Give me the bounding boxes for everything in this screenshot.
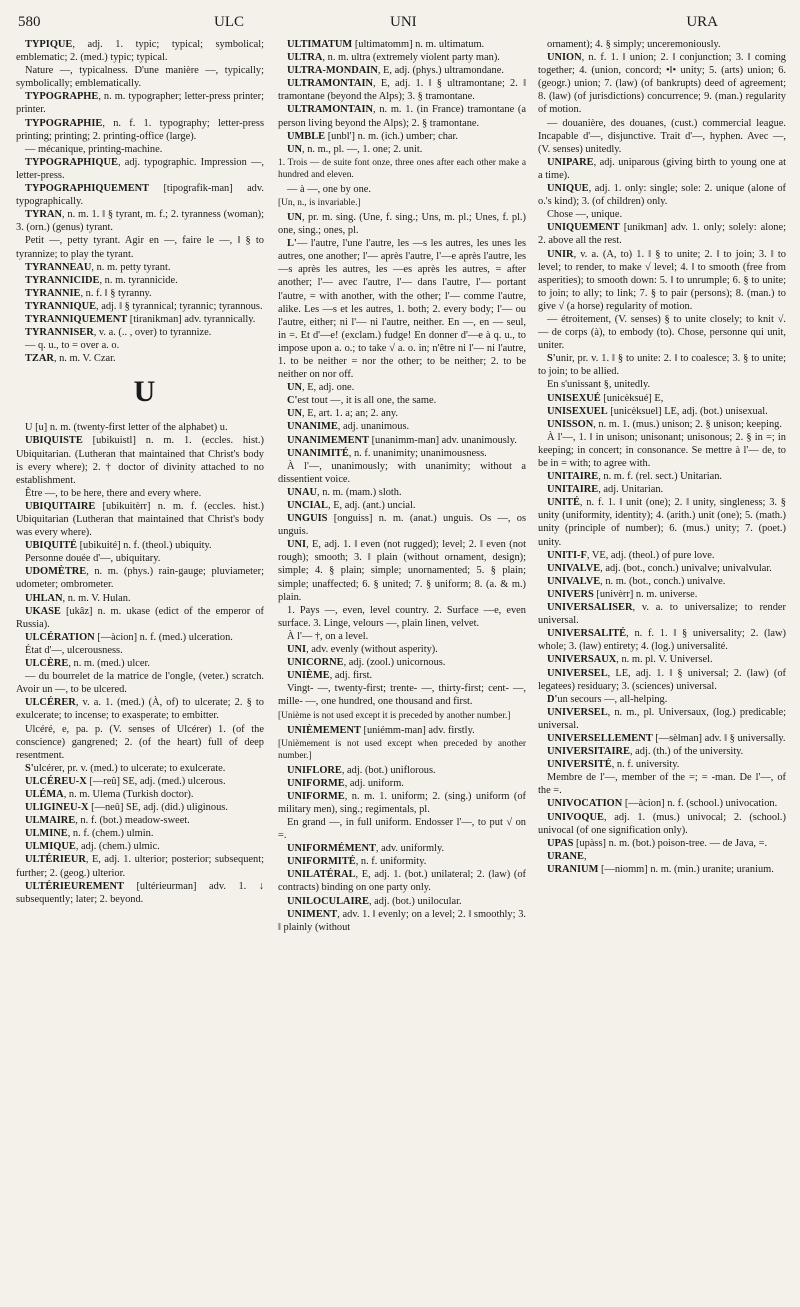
- dictionary-entry: UNIÈME, adj. first.: [287, 670, 373, 682]
- headword: UNIFLORE: [287, 764, 342, 776]
- headword: UPAS: [547, 837, 574, 849]
- dictionary-entry: UNIVERSELLEMENT [—sèlman] adv. ‖ § universally.: [547, 732, 786, 744]
- dictionary-entry: TYPOGRAPHIQUEMENT [tipografik-man] adv. typographically.: [16, 183, 264, 208]
- dictionary-entry: ULTRA-MONDAIN, E, adj. (phys.) ultramondane.: [287, 65, 504, 77]
- guide-word-right: URA: [686, 14, 718, 30]
- dictionary-entry: ornament); 4. § simply; unceremoniously.: [547, 39, 721, 50]
- dictionary-entry: UNCIAL, E, adj. (ant.) uncial.: [287, 500, 416, 511]
- headword: UNI: [287, 539, 307, 551]
- headword: UNIÈME: [287, 670, 330, 682]
- headword: TYRANNISER: [25, 327, 94, 339]
- headword: ULTÉRIEUR: [25, 854, 86, 866]
- dictionary-entry: UNIVERSALISER, v. a. to universalize; to render universal.: [538, 602, 786, 627]
- dictionary-entry: Ulcéré, e, pa. p. (V. senses of Ulcérer) 1. (of the conscience) gangrened; 2. (of the heart) full of deep resentment.: [16, 723, 264, 761]
- dictionary-entry: URANE,: [547, 850, 587, 862]
- dictionary-entry: ULTIMATUM [ultimatomm] n. m. ultimatum.: [287, 39, 485, 50]
- headword: UNIFORME: [287, 790, 345, 802]
- dictionary-entry: UBIQUITAIRE [ubikuitèrr] n. m. f. (eccles. hist.) Ubiquitarian (Lutheran that maintained that Christ's body was every where).: [16, 500, 264, 539]
- headword: UNIQUE: [547, 183, 589, 195]
- headword: ULTRA: [287, 52, 323, 64]
- headword: UNIVOQUE: [547, 811, 604, 823]
- headword: UNICORNE: [287, 657, 344, 669]
- dictionary-entry: UNIFORME, n. m. 1. uniform; 2. (sing.) uniform (of military men), sing.; regimentals, pl.: [278, 790, 526, 815]
- dictionary-entry: UNIVERSAUX, n. m. pl. V. Universel.: [547, 654, 713, 666]
- headword: ULTIMATUM: [287, 39, 353, 50]
- dictionary-entry: — q. u., to = over a. o.: [25, 340, 120, 352]
- headword: UNIFORME: [287, 777, 345, 789]
- headword: UNIQUEMENT: [547, 222, 620, 234]
- dictionary-entry: Petit —, petty tyrant. Agir en —, faire le —, ‖ § to tyrannize; to play the tyrant.: [16, 235, 264, 260]
- headword: UNAU: [287, 486, 318, 498]
- headword: UNILOCULAIRE: [287, 895, 369, 907]
- headword: UNIVERSELLEMENT: [547, 732, 653, 744]
- dictionary-entry: TYRANNIQUEMENT [tiranikman] adv. tyrannically.: [25, 313, 256, 325]
- headword: URANIUM: [547, 863, 599, 875]
- dictionary-entry: ULMIQUE, adj. (chem.) ulmic.: [25, 841, 160, 853]
- dictionary-entry: UMBLE [unbl'] n. m. (ich.) umber; char.: [287, 130, 458, 142]
- dictionary-entry: UNI, adv. evenly (without asperity).: [287, 644, 438, 656]
- headword: TYPOGRAPHE: [25, 91, 99, 103]
- dictionary-entry: U [u] n. m. (twenty-first letter of the alphabet) u.: [25, 422, 228, 434]
- headword: ULTÉRIEUREMENT: [25, 880, 124, 892]
- dictionary-entry: ULTÉRIEUR, E, adj. 1. ulterior; posterior; subsequent; further; 2. (geog.) ulterior.: [16, 854, 264, 879]
- headword: UMBLE: [287, 130, 326, 142]
- dictionary-entry: TZAR, n. m. V. Czar.: [25, 353, 116, 365]
- dictionary-entry: UN, pr. m. sing. (Une, f. sing.; Uns, m. pl.; Unes, f. pl.) one, sing.; ones, pl.: [278, 211, 526, 237]
- headword: ULCÈRE: [25, 658, 69, 670]
- dictionary-entry: ULCÉREU-X [—reû] SE, adj. (med.) ulcerous.: [25, 775, 226, 787]
- headword: UNIVERSALITÉ: [547, 628, 627, 640]
- page-header: [18, 14, 782, 36]
- dictionary-entry: UNIVERSEL, n. m., pl. Universaux, (log.) predicable; universal.: [538, 706, 786, 731]
- headword: ULCÉRATION: [25, 631, 95, 643]
- headword: ULMAIRE: [25, 815, 76, 827]
- headword: ULMIQUE: [25, 841, 76, 853]
- headword: TYRANNIQUEMENT: [25, 313, 128, 325]
- headword: UHLAN: [25, 592, 63, 604]
- dictionary-entry: UNIMENT, adv. 1. ‖ evenly; on a level; 2. ‖ smoothly; 3. ‖ plainly (without: [278, 908, 526, 933]
- headword: UNANIMEMENT: [287, 434, 369, 446]
- dictionary-entry: TYPOGRAPHE, n. m. typographer; letter-press printer; printer.: [16, 91, 264, 116]
- headword: ULIGINEU-X: [25, 802, 89, 814]
- headword: L': [287, 238, 297, 250]
- dictionary-entry: À l'—, unanimously; with unanimity; without a dissentient voice.: [278, 460, 526, 485]
- headword: UNIFORMITÉ: [287, 856, 356, 868]
- dictionary-entry: TYRAN, n. m. 1. ‖ § tyrant, m. f.; 2. tyranness (woman); 3. (orn.) (genus) tyrant.: [16, 209, 264, 234]
- dictionary-entry: 1. Pays —, even, level country. 2. Surface —e, even surface. 3. Linge, velours —, plain linen, velvet.: [278, 604, 526, 629]
- headword: URANE: [547, 850, 584, 862]
- headword: S': [547, 353, 556, 365]
- headword: UNI: [287, 644, 307, 656]
- dictionary-entry: Être —, to be here, there and every where.: [25, 487, 202, 499]
- dictionary-entry: — étroitement, (V. senses) § to unite closely; to knit √. — de corps (à), to embody (to). Chose, personne qui unit, uniter.: [538, 313, 786, 352]
- dictionary-entry: Membre de l'—, member of the =; = -man. De l'—, of the =.: [538, 772, 786, 797]
- headword: UNGUIS: [287, 513, 328, 525]
- headword: UNIVERSALISER: [547, 602, 633, 614]
- dictionary-entry: — du bourrelet de la matrice de l'ongle, (veter.) scratch. Avoir un —, to be ulcered.: [16, 671, 264, 696]
- dictionary-entry: En s'unissant §, unitedly.: [547, 379, 651, 391]
- headword: UNITAIRE: [547, 471, 599, 483]
- headword: ULCÉREU-X: [25, 775, 87, 787]
- headword: S': [25, 762, 34, 774]
- dictionary-entry: ULIGINEU-X [—neû] SE, adj. (did.) uliginous.: [25, 802, 228, 814]
- headword: UNANIMITÉ: [287, 447, 349, 459]
- headword: ULCÉRER: [25, 697, 76, 709]
- dictionary-entry: UNANIME, adj. unanimous.: [287, 421, 410, 433]
- headword: UNIVALVE: [547, 575, 601, 587]
- dictionary-entry: ULTRAMONTAIN, n. m. 1. (in France) tramontane (a person living beyond the Alps); 2. § tramontane.: [278, 104, 526, 129]
- headword: UN: [287, 382, 303, 394]
- dictionary-entry: UNIFLORE, adj. (bot.) uniflorous.: [287, 764, 436, 776]
- column-3: [538, 38, 786, 1301]
- headword: UNISEXUÉ: [547, 392, 601, 404]
- dictionary-entry: ULTRAMONTAIN, E, adj. 1. ‖ § ultramontane; 2. ‖ tramontane (beyond the Alps); 3. § tramontane.: [278, 78, 526, 103]
- headword: UNIFORMÉMENT: [287, 843, 376, 855]
- headword: TZAR: [25, 353, 54, 365]
- headword: UN: [287, 143, 303, 155]
- guide-word-left: ULC: [214, 14, 244, 30]
- dictionary-entry: — mécanique, printing-machine.: [25, 143, 163, 155]
- dictionary-entry: UNIVERSITÉ, n. f. university.: [547, 759, 680, 771]
- dictionary-entry: À l'—, 1. ‖ in unison; unisonant; unisonous; 2. § in =; in keeping; in concert; in consonance. Se mettre à l'— de, to be in = with; to agree with.: [538, 431, 786, 469]
- headword: UNIVERSITAIRE: [547, 746, 630, 758]
- page-number: 580: [18, 14, 41, 30]
- headword: UDOMÈTRE: [25, 566, 87, 578]
- column-1: [16, 38, 264, 1301]
- headword: TYRAN: [25, 209, 62, 221]
- headword: TYRANNIQUE: [25, 300, 97, 312]
- dictionary-entry: C'est tout —, it is all one, the same.: [287, 395, 437, 407]
- headword: UNILATÉRAL: [287, 869, 356, 881]
- usage-note: 1. Trois — de suite font onze, three ones after each other make a hundred and eleven.: [278, 157, 526, 180]
- dictionary-entry: UBIQUITÉ [ubikuité] n. f. (theol.) ubiquity.: [25, 540, 212, 552]
- dictionary-entry: UN, n. m., pl. —, 1. one; 2. unit.: [287, 143, 423, 155]
- dictionary-entry: UNIPARE, adj. uniparous (giving birth to young one at a time).: [538, 156, 786, 181]
- dictionary-entry: L'— l'autre, l'une l'autre, les —s les autres, les unes les autres, one another; l'— après l'autre, l'—e après l'autre, les —s après les autres, les —es après les autres, = after another; l'— avec l'autre, l'— dans l'autre, l'— portant l'autre, = with another, with the other; l'— comme l'autre, alike. Les —s et les autres, 1. both; 2. every body; l'— ou l'autre, either; ni l'— ni l'autre, neither. En —, en — seul, in =. Et d'—e! (exclam.) fudge! En donner d'—e à q. u., to impose upon a. o.; to take √ a. o. in; n'être ni l'— ni l'autre, 1. to be neither = nor the other; to be neither; 2. to be neither on nor off.: [278, 238, 526, 381]
- dictionary-entry: UNIVERSEL, LE, adj. 1. ‖ § universal; 2. (law) (of legatees) residuary; 3. (sciences) universal.: [538, 667, 786, 692]
- dictionary-entry: UNITAIRE, adj. Unitarian.: [547, 484, 664, 496]
- dictionary-entry: UNAU, n. m. (mam.) sloth.: [287, 486, 402, 498]
- headword: ULÉMA: [25, 788, 64, 800]
- headword: UNITÉ: [547, 497, 580, 509]
- dictionary-entry: ULCÉRATION [—àcion] n. f. (med.) ulceration.: [25, 631, 233, 643]
- dictionary-entry: UNISSON, n. m. 1. (mus.) unison; 2. § unison; keeping.: [547, 418, 782, 430]
- dictionary-entry: UNILOCULAIRE, adj. (bot.) unilocular.: [287, 895, 462, 907]
- dictionary-entry: Nature —, typicalness. D'une manière —, typically; symbolically; emblematically.: [16, 65, 264, 90]
- dictionary-entry: — à —, one by one.: [287, 183, 371, 195]
- usage-note: [Unièmement is not used except when preceded by another number.]: [278, 738, 526, 761]
- dictionary-entry: UNI, E, adj. 1. ‖ even (not rugged); level; 2. ‖ even (not rough); smooth; 3. ‖ plain (without ornament, design); simple; 4. § plain; simple; unornamented; 5. § plain; simple; unaffected; 6. § united; 7. § uniform; 8. (a. & m.) plain.: [278, 539, 526, 603]
- headword: UBIQUITÉ: [25, 540, 77, 552]
- headword: ULTRAMONTAIN: [287, 78, 374, 90]
- dictionary-entry: UNIÈMEMENT [uniémm-man] adv. firstly.: [287, 724, 475, 736]
- dictionary-entry: UN, E, adj. one.: [287, 382, 355, 394]
- headword: UNISSON: [547, 418, 594, 430]
- dictionary-entry: Personne douée d'—, ubiquitary.: [25, 553, 161, 565]
- headword: TYPIQUE: [25, 39, 73, 50]
- dictionary-entry: UNIR, v. a. (A, to) 1. ‖ § to unite; 2. ‖ to join; 3. ‖ to level; to render, to make √ level; 4. ‖ to smooth (free from asperities); to smooth down: 5. ‖ to unrumple; 6. § to unite; to join; to ally; to link; 7. § to pair (persons); 8. (man.) to give √ (a horse) regularity of motion.: [538, 248, 786, 312]
- headword: UNANIME: [287, 421, 338, 433]
- dictionary-entry: TYRANNICIDE, n. m. tyrannicide.: [25, 274, 178, 286]
- usage-note: [Un, n., is invariable.]: [278, 197, 361, 208]
- dictionary-entry: UBIQUISTE [ubikuistl] n. m. 1. (eccles. hist.) Ubiquitarian. (Lutheran that maintained that Christ's body is every where); 2. † doctor of divinity attached to no establishment.: [16, 435, 264, 486]
- dictionary-entry: ULTÉRIEUREMENT [ultérieurman] adv. 1. ↓ subsequently; later; 2. beyond.: [16, 880, 264, 905]
- headword: TYPOGRAPHIQUE: [25, 156, 118, 168]
- dictionary-entry: UNANIMITÉ, n. f. unanimity; unanimousness.: [287, 447, 487, 459]
- dictionary-entry: ULMAIRE, n. f. (bot.) meadow-sweet.: [25, 815, 190, 827]
- dictionary-entry: ULCÈRE, n. m. (med.) ulcer.: [25, 658, 150, 670]
- dictionary-entry: UNIVERSALITÉ, n. f. 1. ‖ § universality; 2. (law) whole; 3. (law) entirety; 4. (log.) universalité.: [538, 628, 786, 653]
- dictionary-entry: UNISEXUEL [unicèksuel] LE, adj. (bot.) unisexual.: [547, 405, 768, 417]
- dictionary-entry: En grand —, in full uniform. Endosser l'—, to put √ on =.: [278, 816, 526, 842]
- dictionary-entry: UNIQUE, adj. 1. only: single; sole: 2. unique (alone of o.'s kind); 3. (of children) only.: [538, 183, 786, 208]
- dictionary-entry: UNIVOQUE, adj. 1. (mus.) univocal; 2. (school.) univocal (of one signification only).: [538, 811, 786, 836]
- headword: UKASE: [25, 605, 61, 617]
- headword: TYRANNIE: [25, 287, 81, 299]
- dictionary-entry: UNICORNE, adj. (zool.) unicornous.: [287, 657, 446, 669]
- headword: TYRANNEAU: [25, 261, 92, 273]
- dictionary-entry: UNILATÉRAL, E, adj. 1. (bot.) unilateral; 2. (law) (of contracts) binding on one party only.: [278, 869, 526, 894]
- dictionary-entry: URANIUM [—niomm] n. m. (min.) uranite; uranium.: [547, 863, 774, 875]
- dictionary-entry: TYRANNISER, v. a. (.. , over) to tyrannize.: [25, 327, 212, 339]
- dictionary-entry: UNIVERS [univèrr] n. m. universe.: [547, 588, 698, 600]
- dictionary-entry: UNITI-F, VE, adj. (theol.) of pure love.: [547, 549, 715, 561]
- headword: UNIVERSEL: [547, 667, 608, 679]
- headword: TYPOGRAPHIQUEMENT: [25, 183, 150, 195]
- headword: D': [547, 693, 558, 705]
- dictionary-entry: UNIVALVE, adj. (bot., conch.) univalve; univalvular.: [547, 562, 772, 574]
- dictionary-entry: S'unir, pr. v. 1. ‖ § to unite: 2. ‖ to coalesce; 3. § to unite; to join; to be allied.: [538, 353, 786, 378]
- dictionary-entry: UNITAIRE, n. m. f. (rel. sect.) Unitarian.: [547, 471, 722, 483]
- headword: UNIMENT: [287, 908, 338, 920]
- headword: UBIQUITAIRE: [25, 500, 96, 512]
- dictionary-entry: TYPIQUE, adj. 1. typic; typical; symbolical; emblematic; 2. (med.) typic; typical.: [16, 39, 264, 64]
- dictionary-entry: Vingt- —, twenty-first; trente- —, thirty-first; cent- —, mille- —, one hundred, one thousand and first.: [278, 683, 526, 708]
- dictionary-entry: D'un secours —, all-helping.: [547, 693, 668, 705]
- usage-note: [Unième is not used except it is preceded by another number.]: [278, 710, 511, 721]
- headword: UBIQUISTE: [25, 435, 83, 447]
- dictionary-entry: TYPOGRAPHIE, n. f. 1. typography; letter-press printing; printing; 2. printing-office (large).: [16, 117, 264, 142]
- headword: UNION: [547, 52, 582, 64]
- dictionary-entry: UNIFORMÉMENT, adv. uniformly.: [287, 843, 445, 855]
- headword: UNITAIRE: [547, 484, 599, 496]
- dictionary-entry: UNIVALVE, n. m. (bot., conch.) univalve.: [547, 575, 726, 587]
- headword: ULTRAMONTAIN: [287, 104, 374, 116]
- headword: ULTRA-MONDAIN: [287, 65, 378, 77]
- dictionary-entry: UNIVERSITAIRE, adj. (th.) of the university.: [547, 746, 744, 758]
- headword: UNIVERSAUX: [547, 654, 617, 666]
- dictionary-entry: Chose —, unique.: [547, 209, 623, 221]
- headword: UNISEXUEL: [547, 405, 608, 417]
- headword: UNIVERSITÉ: [547, 759, 612, 771]
- headword: UNIVERS: [547, 588, 594, 600]
- dictionary-entry: — douanière, des douanes, (cust.) commercial league. Incapable d'—, disjunctive. Trait d'—, hyphen. Avec —, (V. senses) unitedly.: [538, 117, 786, 155]
- dictionary-entry: ULCÉRER, v. a. 1. (med.) (À, of) to ulcerate; 2. § to exulcerate; to incense; to exasperate; to embitter.: [16, 697, 264, 722]
- headword: TYRANNICIDE: [25, 274, 100, 286]
- headword: UNIVERSEL: [547, 706, 608, 718]
- dictionary-entry: S'ulcérer, pr. v. (med.) to ulcerate; to exulcerate.: [25, 762, 226, 774]
- headword: ULMINE: [25, 828, 68, 840]
- dictionary-entry: ULMINE, n. f. (chem.) ulmin.: [25, 828, 154, 840]
- headword: TYPOGRAPHIE: [25, 117, 103, 129]
- dictionary-entry: TYPOGRAPHIQUE, adj. typographic. Impression —, letter-press.: [16, 156, 264, 181]
- dictionary-entry: UNANIMEMENT [unanimm-man] adv. unanimously.: [287, 434, 517, 446]
- dictionary-entry: UNIVOCATION [—àcion] n. f. (school.) univocation.: [547, 798, 778, 810]
- dictionary-entry: UNION, n. f. 1. ‖ union; 2. ‖ conjunction; 3. ‖ coming together; 4. (union, concord; •‖• unity; 5. (arts) union; 6. (geogr.) union; 7. (law) (of bankrupts) deed of agreement; 8. (law) (of jurisdictions) concurrence; 9. (man.) regularity of motion.: [538, 52, 786, 116]
- dictionary-entry: TYRANNIE, n. f. ‖ § tyranny.: [25, 287, 152, 299]
- headword: UNIVOCATION: [547, 798, 623, 810]
- dictionary-entry: TYRANNIQUE, adj. ‖ § tyrannical; tyrannic; tyrannous.: [25, 300, 263, 312]
- dictionary-entry: UNITÉ, n. f. 1. ‖ unit (one); 2. ‖ unity, singleness; 3. § unity (uniformity, identity); 4. (arith.) unit (one); 5. (math.) unity (principle of number); 6. (mus.) unity; 7. (poet.) unity.: [538, 497, 786, 548]
- dictionary-entry: UHLAN, n. m. V. Hulan.: [25, 592, 131, 604]
- dictionary-entry: UDOMÈTRE, n. m. (phys.) rain-gauge; pluviameter; udometer; ombrometer.: [16, 566, 264, 591]
- headword: UNITI-F: [547, 549, 587, 561]
- dictionary-entry: UNIFORME, adj. uniform.: [287, 777, 404, 789]
- headword: UNIÈMEMENT: [287, 724, 361, 736]
- dictionary-entry: À l'— †, on a level.: [287, 630, 369, 642]
- column-2: [278, 38, 526, 1301]
- section-letter: U: [133, 375, 156, 409]
- dictionary-entry: ULÉMA, n. m. Ulema (Turkish doctor).: [25, 788, 194, 800]
- dictionary-entry: UPAS [upàss] n. m. (bot.) poison-tree. — de Java, =.: [547, 837, 768, 849]
- headword: C': [287, 395, 298, 407]
- headword: UNIPARE: [547, 156, 594, 168]
- dictionary-entry: UN, E, art. 1. a; an; 2. any.: [287, 408, 399, 420]
- headword: UNCIAL: [287, 500, 328, 511]
- dictionary-entry: UKASE [ukâz] n. m. ukase (edict of the emperor of Russia).: [16, 605, 264, 630]
- headword: UNIVALVE: [547, 562, 601, 574]
- dictionary-entry: UNIQUEMENT [unikman] adv. 1. only; solely: alone; 2. above all the rest.: [538, 222, 786, 247]
- dictionary-entry: UNISEXUÉ [unicèksué] E,: [547, 392, 664, 404]
- dictionary-entry: UNIFORMITÉ, n. f. uniformity.: [287, 856, 427, 868]
- dictionary-entry: UNGUIS [onguiss] n. m. (anat.) unguis. Os —, os unguis.: [278, 513, 526, 538]
- dictionary-entry: État d'—, ulcerousness.: [25, 644, 123, 656]
- dictionary-entry: ULTRA, n. m. ultra (extremely violent party man).: [287, 52, 500, 64]
- headword: UN: [287, 211, 303, 223]
- headword: UNIR: [547, 248, 574, 260]
- dictionary-entry: TYRANNEAU, n. m. petty tyrant.: [25, 261, 171, 273]
- headword: UN: [287, 408, 303, 420]
- guide-word-center: UNI: [390, 14, 417, 30]
